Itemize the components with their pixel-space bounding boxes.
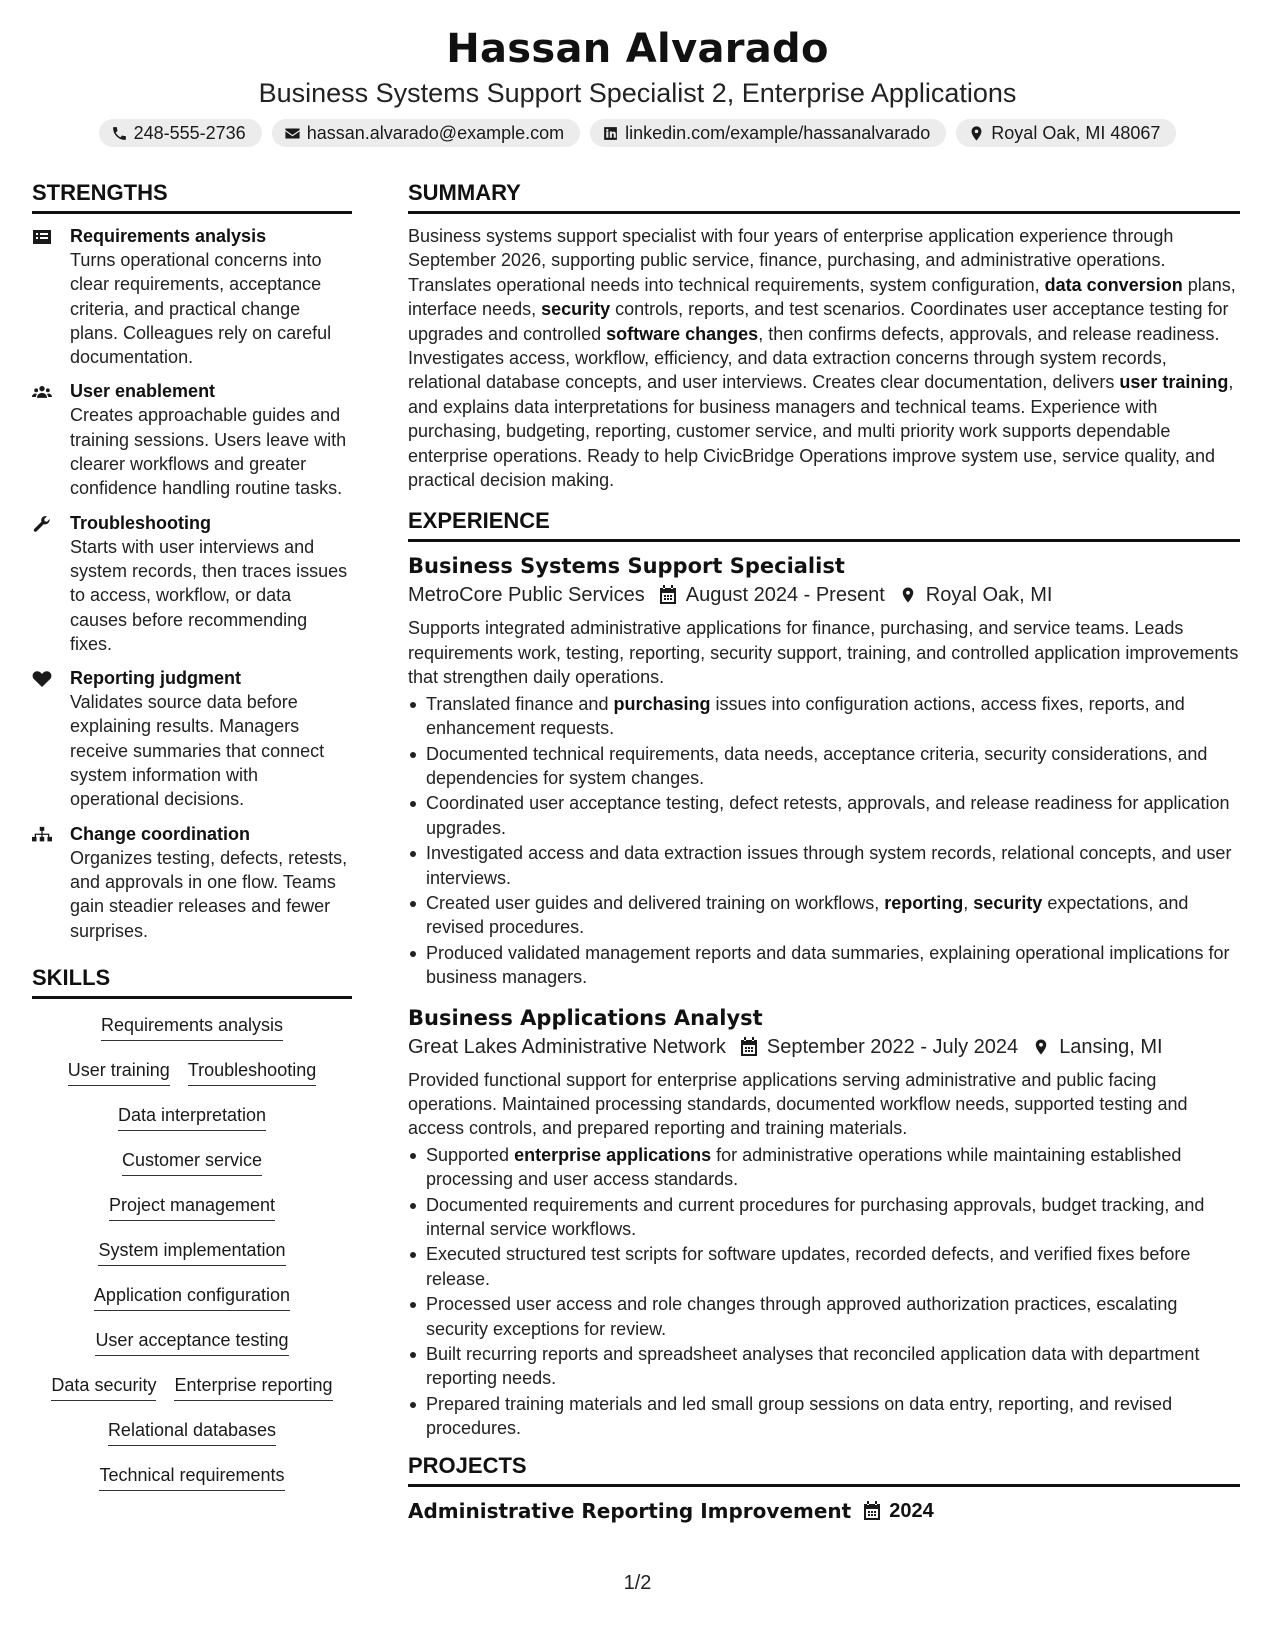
- bullet-item: [408, 891, 1240, 940]
- job-summary: Supports integrated administrative applications for finance, purchasing, and service teams. Leads requirements work, testing, reporting, security support, training, and controlled application improvements that strengthen daily operations.: [408, 618, 1239, 688]
- text-run: Coordinated user acceptance testing, defect retests, approvals, and release readiness for application upgrades.: [426, 793, 1230, 838]
- strength-item: [32, 511, 352, 656]
- job-title: Business Systems Support Specialist: [408, 554, 845, 579]
- emphasis-text: purchasing: [613, 693, 711, 714]
- skill-tag: Data interpretation: [118, 1103, 266, 1131]
- users-icon: [32, 383, 52, 401]
- strength-item: [32, 224, 352, 369]
- job-location: Lansing, MI: [1059, 1035, 1163, 1058]
- text-run: Prepared training materials and led small group sessions on data entry, reporting, and revised procedures.: [426, 1393, 1173, 1439]
- text-run: expectations, and revised procedures.: [426, 892, 1189, 938]
- strength-desc: Starts with user interviews and system records, then traces issues to access, workflow, or data causes before recommending fixes.: [70, 536, 348, 654]
- job-company: Great Lakes Administrative Network: [408, 1035, 726, 1058]
- job-dates: September 2022 - July 2024: [766, 1035, 1019, 1058]
- contact-phone[interactable]: [99, 119, 262, 147]
- strength-item: [32, 379, 352, 500]
- skill-tag: Application configuration: [94, 1283, 290, 1311]
- strength-title: Requirements analysis: [70, 226, 267, 246]
- bullet-item: [408, 791, 1240, 840]
- summary-text: [408, 224, 1240, 492]
- project-year: 2024: [889, 1499, 934, 1522]
- strength-title: Reporting judgment: [70, 668, 241, 689]
- contact-phone-text: 248-555-2736: [133, 123, 246, 143]
- strength-desc: Validates source data before explaining results. Managers receive summaries that connect system information with operational decisions.: [70, 692, 325, 810]
- text-run: Investigated access and data extraction issues through system records, relational concepts, and user interviews.: [426, 843, 1232, 888]
- skill-tag: Customer service: [122, 1148, 262, 1176]
- skill-row: [32, 1058, 352, 1103]
- heart-icon: [32, 670, 52, 688]
- text-run: issues into configuration actions, access fixes, reports, and enhancement requests.: [426, 693, 1185, 739]
- left-column: [32, 180, 352, 1508]
- skill-tag: Data security: [51, 1373, 156, 1401]
- candidate-headline: Business Systems Support Specialist 2, Enterprise Applications: [258, 78, 1017, 108]
- skill-tag: Technical requirements: [99, 1463, 284, 1491]
- emphasis-text: software changes: [606, 323, 759, 344]
- text-run: Created user guides and delivered training on workflows,: [426, 892, 885, 913]
- calendar-icon: [863, 1501, 881, 1521]
- contact-bar: [0, 119, 1275, 147]
- skill-tag: Requirements analysis: [101, 1013, 283, 1041]
- skills-heading: SKILLS: [32, 965, 352, 999]
- experience-heading: EXPERIENCE: [408, 508, 1240, 542]
- job-title: Business Applications Analyst: [408, 1005, 763, 1030]
- right-column: [408, 180, 1240, 1525]
- skill-tag: Enterprise reporting: [174, 1373, 332, 1401]
- text-run: Supported: [426, 1144, 515, 1165]
- emphasis-text: security: [541, 299, 611, 320]
- skill-row: [32, 1463, 352, 1508]
- text-run: Documented technical requirements, data needs, acceptance criteria, security considerations, and dependencies for system changes.: [426, 743, 1208, 788]
- skill-tag: Troubleshooting: [188, 1058, 316, 1086]
- project-title: Administrative Reporting Improvement: [408, 1498, 852, 1523]
- skill-row: [32, 1238, 352, 1283]
- strength-desc: Turns operational concerns into clear requirements, acceptance criteria, and practical change plans. Colleagues rely on careful documentation.: [70, 250, 332, 368]
- skill-tag: Relational databases: [108, 1418, 276, 1446]
- job-company: MetroCore Public Services: [408, 584, 645, 607]
- strength-item: [32, 666, 352, 811]
- job-bullets: [408, 692, 1240, 990]
- experience-list: [408, 552, 1240, 1440]
- emphasis-text: security: [973, 892, 1043, 913]
- text-run: Processed user access and role changes through approved authorization practices, escalating security exceptions for review.: [426, 1294, 1178, 1339]
- text-run: Business systems support specialist with four years of enterprise application experience through September 2026, supporting public service, finance, purchasing, and administrative operations. Translates operational needs into technical requirements, system configuration,: [408, 226, 1174, 295]
- projects-heading: PROJECTS: [408, 1453, 1240, 1487]
- job-location: Royal Oak, MI: [925, 584, 1053, 607]
- strength-desc: Creates approachable guides and training sessions. Users leave with clearer workflows and greater confidence handling routine tasks.: [70, 405, 347, 499]
- emphasis-text: data conversion: [1044, 274, 1183, 295]
- bullet-item: [408, 1342, 1240, 1391]
- skill-row: [32, 1148, 352, 1193]
- job-meta: [408, 580, 1240, 610]
- text-run: ,: [963, 892, 974, 913]
- bullet-item: [408, 941, 1240, 990]
- contact-email[interactable]: [272, 119, 580, 147]
- emphasis-text: enterprise applications: [514, 1144, 712, 1165]
- calendar-icon: [740, 1037, 758, 1057]
- wrench-icon: [32, 515, 52, 533]
- bullet-item: [408, 742, 1240, 791]
- resume-header: [0, 24, 1275, 147]
- location-pin-icon: [1032, 1037, 1050, 1057]
- strength-item: [32, 822, 352, 943]
- text-run: for administrative operations while maintaining established processing and user access standards.: [426, 1144, 1182, 1190]
- skill-row: [32, 1013, 352, 1058]
- phone-icon: [111, 125, 128, 142]
- sitemap-icon: [32, 826, 52, 844]
- strengths-heading: STRENGTHS: [32, 180, 352, 214]
- job-meta: [408, 1032, 1240, 1062]
- skill-row: [32, 1418, 352, 1463]
- page-number: 1/2: [623, 1572, 652, 1594]
- location-pin-icon: [968, 125, 985, 142]
- calendar-icon: [659, 585, 677, 605]
- bullet-item: [408, 1242, 1240, 1291]
- skill-row: [32, 1328, 352, 1373]
- skill-tag: User acceptance testing: [95, 1328, 288, 1356]
- text-run: , and explains data interpretations for business managers and technical teams. Experience with purchasing, budgeting, reporting, customer service, and multi priority work supports dependable enterprise operations. Ready to help CivicBridge Operations improve system use, service quality, and practical decision making.: [408, 372, 1234, 491]
- text-run: controls, reports, and test scenarios. Coordinates user acceptance testing for upgrades and controlled: [408, 299, 1229, 344]
- skill-row: [32, 1103, 352, 1148]
- contact-linkedin[interactable]: [590, 119, 946, 147]
- job-dates: August 2024 - Present: [685, 584, 885, 607]
- text-run: plans, interface needs,: [408, 274, 1236, 320]
- skill-tag: User training: [68, 1058, 170, 1086]
- skill-row: [32, 1283, 352, 1328]
- bullet-item: [408, 1392, 1240, 1441]
- text-run: Translated finance and: [426, 693, 614, 714]
- job-summary: Provided functional support for enterprise applications serving administrative and public facing operations. Maintained processing standards, documented workflow needs, supported testing and access controls, and prepared reporting and training materials.: [408, 1069, 1188, 1139]
- location-pin-icon: [899, 585, 917, 605]
- skill-row: [32, 1373, 352, 1418]
- contact-location-text: Royal Oak, MI 48067: [991, 123, 1161, 143]
- text-run: Produced validated management reports and data summaries, explaining operational implications for business managers.: [426, 942, 1230, 988]
- bullet-item: [408, 841, 1240, 890]
- text-run: Built recurring reports and spreadsheet analyses that reconciled application data with department reporting needs.: [426, 1344, 1200, 1389]
- text-run: , then confirms defects, approvals, and release readiness. Investigates access, workflow, efficiency, and data extraction concerns through system records, relational database concepts, and user interviews. Creates clear documentation, delivers: [408, 323, 1220, 393]
- contact-linkedin-text: linkedin.com/example/hassanalvarado: [625, 123, 931, 143]
- skill-tag: System implementation: [98, 1238, 285, 1266]
- skills-list: [32, 1009, 352, 1508]
- envelope-icon: [284, 125, 301, 142]
- list-icon: [32, 228, 52, 246]
- skill-tag: Project management: [109, 1193, 275, 1221]
- job-entry: [408, 1004, 1240, 1441]
- linkedin-icon: [602, 125, 619, 142]
- contact-email-text: hassan.alvarado@example.com: [306, 123, 565, 143]
- bullet-item: [408, 1292, 1240, 1341]
- text-run: Documented requirements and current procedures for purchasing approvals, budget tracking, and internal service workflows.: [426, 1194, 1205, 1239]
- bullet-item: [408, 692, 1240, 741]
- strength-title: Troubleshooting: [70, 512, 211, 533]
- candidate-name: Hassan Alvarado: [446, 26, 829, 72]
- summary-heading: SUMMARY: [408, 180, 1240, 214]
- contact-location: [956, 119, 1176, 147]
- strength-desc: Organizes testing, defects, retests, and approvals in one flow. Teams gain steadier releases and fewer surprises.: [70, 847, 348, 941]
- bullet-item: [408, 1193, 1240, 1242]
- emphasis-text: user training: [1119, 372, 1229, 393]
- strength-title: User enablement: [70, 381, 216, 402]
- project-item: [408, 1497, 1240, 1525]
- emphasis-text: reporting: [884, 892, 964, 913]
- text-run: Executed structured test scripts for software updates, recorded defects, and verified fixes before release.: [426, 1244, 1191, 1289]
- strength-title: Change coordination: [70, 823, 250, 844]
- skill-row: [32, 1193, 352, 1238]
- job-bullets: [408, 1143, 1240, 1441]
- job-entry: [408, 552, 1240, 989]
- bullet-item: [408, 1143, 1240, 1192]
